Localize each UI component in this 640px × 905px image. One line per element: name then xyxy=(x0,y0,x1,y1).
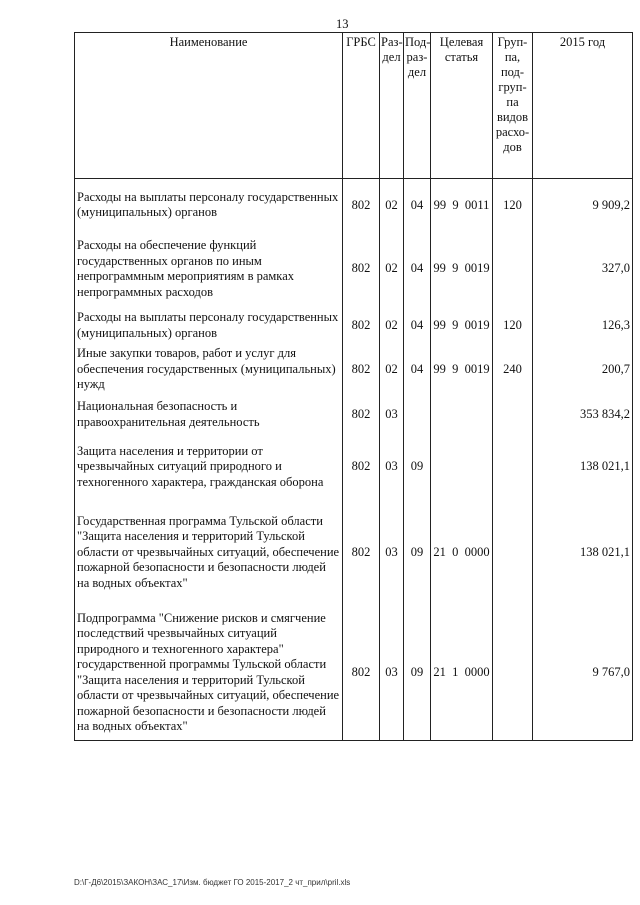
row-sum-2015: 9 767,0 xyxy=(533,606,633,741)
row-grbs: 802 xyxy=(343,500,380,606)
table-row xyxy=(75,307,633,345)
page-number: 13 xyxy=(336,17,349,31)
table-row xyxy=(75,435,633,500)
row-target-article: 99 9 0019 xyxy=(431,232,493,307)
row-target-article xyxy=(431,395,493,435)
header-year: 2015 год xyxy=(533,33,633,179)
header-name: Наименование xyxy=(75,33,343,179)
row-expense-type: 120 xyxy=(493,179,533,232)
row-target-article: 99 9 0019 xyxy=(431,345,493,395)
row-sum-2015: 353 834,2 xyxy=(533,395,633,435)
table-row xyxy=(75,395,633,435)
row-name: Расходы на выплаты персоналу государственных (муниципальных) органов xyxy=(75,307,343,345)
row-podrazdel: 04 xyxy=(404,345,431,395)
row-name: Иные закупки товаров, работ и услуг для обеспечения государственных (муниципальных) нужд xyxy=(75,345,343,395)
row-expense-type xyxy=(493,606,533,741)
row-sum-2015: 138 021,1 xyxy=(533,435,633,500)
row-podrazdel: 04 xyxy=(404,179,431,232)
row-podrazdel xyxy=(404,395,431,435)
table-row xyxy=(75,345,633,395)
table-row xyxy=(75,232,633,307)
table-row xyxy=(75,179,633,232)
row-expense-type: 120 xyxy=(493,307,533,345)
row-sum-2015: 126,3 xyxy=(533,307,633,345)
header-razdel: Раз- дел xyxy=(380,33,404,179)
row-expense-type: 240 xyxy=(493,345,533,395)
header-vid: Груп- па, под- груп- па видов расхо- дов xyxy=(493,33,533,179)
row-razdel: 03 xyxy=(380,606,404,741)
row-sum-2015: 138 021,1 xyxy=(533,500,633,606)
row-expense-type xyxy=(493,500,533,606)
row-name: Национальная безопасность и правоохранительная деятельность xyxy=(75,395,343,435)
row-podrazdel: 04 xyxy=(404,232,431,307)
row-expense-type xyxy=(493,232,533,307)
row-target-article: 99 9 0011 xyxy=(431,179,493,232)
row-razdel: 02 xyxy=(380,179,404,232)
row-podrazdel: 04 xyxy=(404,307,431,345)
table-body xyxy=(75,179,633,741)
row-razdel: 03 xyxy=(380,435,404,500)
row-grbs: 802 xyxy=(343,606,380,741)
budget-table xyxy=(74,32,633,741)
row-sum-2015: 200,7 xyxy=(533,345,633,395)
row-grbs: 802 xyxy=(343,232,380,307)
row-razdel: 02 xyxy=(380,307,404,345)
row-name: Расходы на обеспечение функций государственных органов по иным непрограммным мероприятиям в рамках непрограммных расходов xyxy=(75,232,343,307)
row-podrazdel: 09 xyxy=(404,500,431,606)
row-sum-2015: 9 909,2 xyxy=(533,179,633,232)
row-podrazdel: 09 xyxy=(404,435,431,500)
table-header-row xyxy=(75,33,633,179)
row-razdel: 03 xyxy=(380,395,404,435)
row-name: Государственная программа Тульской области "Защита населения и территорий Тульской области от чрезвычайных ситуаций, обеспечение пожарной безопасности и безопасности людей на водных объектах" xyxy=(75,500,343,606)
row-target-article: 21 1 0000 xyxy=(431,606,493,741)
header-grbs: ГРБС xyxy=(343,33,380,179)
row-razdel: 02 xyxy=(380,232,404,307)
header-target: Целевая статья xyxy=(431,33,493,179)
row-expense-type xyxy=(493,435,533,500)
row-target-article xyxy=(431,435,493,500)
table-row xyxy=(75,500,633,606)
row-podrazdel: 09 xyxy=(404,606,431,741)
row-grbs: 802 xyxy=(343,345,380,395)
row-expense-type xyxy=(493,395,533,435)
row-sum-2015: 327,0 xyxy=(533,232,633,307)
table-row xyxy=(75,606,633,741)
row-razdel: 03 xyxy=(380,500,404,606)
row-grbs: 802 xyxy=(343,307,380,345)
row-target-article: 99 9 0019 xyxy=(431,307,493,345)
row-grbs: 802 xyxy=(343,179,380,232)
row-grbs: 802 xyxy=(343,435,380,500)
row-name: Расходы на выплаты персоналу государственных (муниципальных) органов xyxy=(75,179,343,232)
row-name: Защита населения и территории от чрезвычайных ситуаций природного и техногенного характера, гражданская оборона xyxy=(75,435,343,500)
row-name: Подпрограмма "Снижение рисков и смягчение последствий чрезвычайных ситуаций природного и техногенного характера" государственной программы Тульской области "Защита населения и территорий Тульской области от чрезвычайных ситуаций, обеспечение пожарной безопасности и безопасности людей на водных объектах" xyxy=(75,606,343,741)
row-target-article: 21 0 0000 xyxy=(431,500,493,606)
file-path-footer: D:\Г-Д6\2015\ЗАКОН\ЗАС_17\Изм. бюджет ГО 2015-2017_2 чт_прил\pril.xls xyxy=(74,878,351,887)
row-razdel: 02 xyxy=(380,345,404,395)
row-grbs: 802 xyxy=(343,395,380,435)
header-podrazdel: Под- раз- дел xyxy=(404,33,431,179)
